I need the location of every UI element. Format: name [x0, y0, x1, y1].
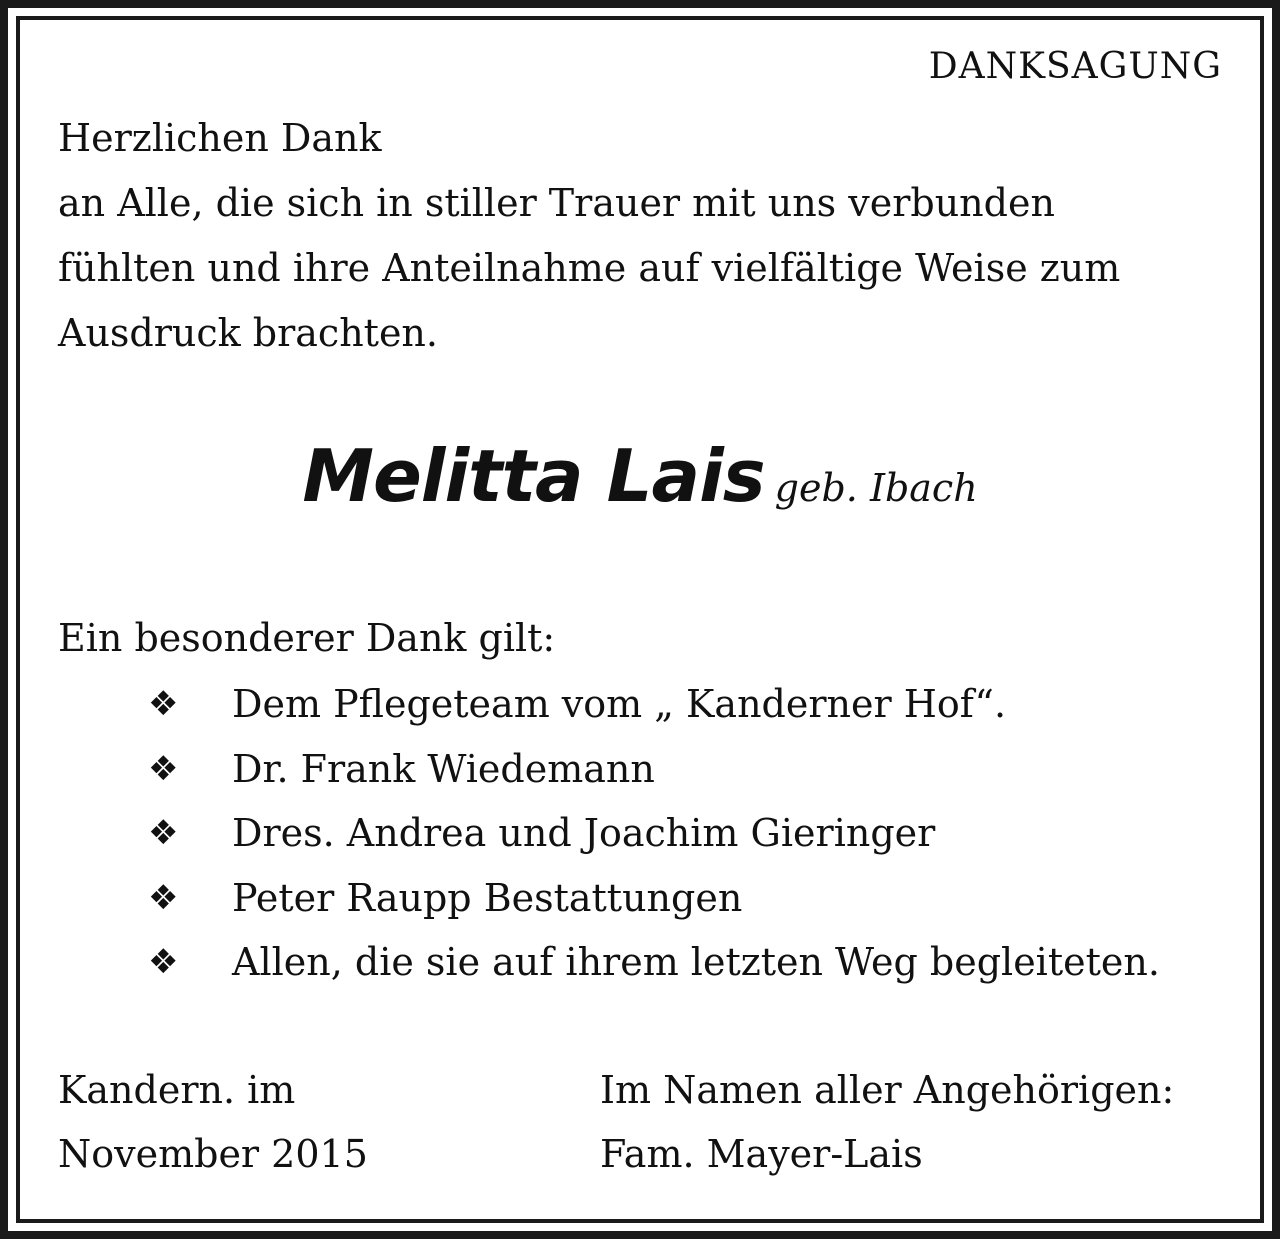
intro-line: Ausdruck brachten. [58, 311, 438, 355]
list-item-text: Dem Pflegeteam vom „ Kanderner Hof“. [232, 682, 1007, 726]
diamond-four-bullet-icon: ❖ [148, 684, 179, 724]
intro-line: Herzlichen Dank [58, 116, 382, 160]
deceased-name: Melitta Lais [302, 434, 765, 518]
intro-text [58, 106, 1238, 366]
diamond-four-bullet-icon: ❖ [148, 942, 179, 982]
family-line: Im Namen aller Angehörigen: [600, 1068, 1175, 1112]
intro-line: fühlten und ihre Anteilnahme auf vielfältige Weise zum [58, 246, 1121, 290]
place-line: Kandern. im [58, 1068, 296, 1112]
family-signature [600, 1058, 1174, 1186]
list-item [148, 866, 1160, 931]
deceased-name-block [0, 434, 1280, 518]
maiden-name: geb. Ibach [774, 466, 978, 510]
family-name: Fam. Mayer-Lais [600, 1132, 923, 1176]
list-item-text: Allen, die sie auf ihrem letzten Weg begleiteten. [232, 940, 1160, 984]
thanks-intro: Ein besonderer Dank gilt: [58, 616, 556, 660]
diamond-four-bullet-icon: ❖ [148, 748, 179, 789]
notice-heading: DANKSAGUNG [928, 46, 1222, 87]
diamond-four-bullet-icon: ❖ [148, 813, 179, 853]
place-and-date [58, 1058, 368, 1186]
intro-line: an Alle, die sich in stiller Trauer mit uns verbunden [58, 181, 1055, 225]
list-item [148, 801, 1160, 866]
list-item [148, 930, 1160, 995]
list-item-text: Dres. Andrea und Joachim Gieringer [232, 811, 936, 855]
list-item-text: Dr. Frank Wiedemann [232, 746, 655, 791]
list-item [148, 672, 1160, 737]
thanks-list [148, 672, 1160, 995]
list-item [148, 737, 1160, 802]
date-line: November 2015 [58, 1132, 368, 1176]
diamond-four-bullet-icon: ❖ [148, 877, 179, 918]
list-item-text: Peter Raupp Bestattungen [232, 875, 743, 920]
